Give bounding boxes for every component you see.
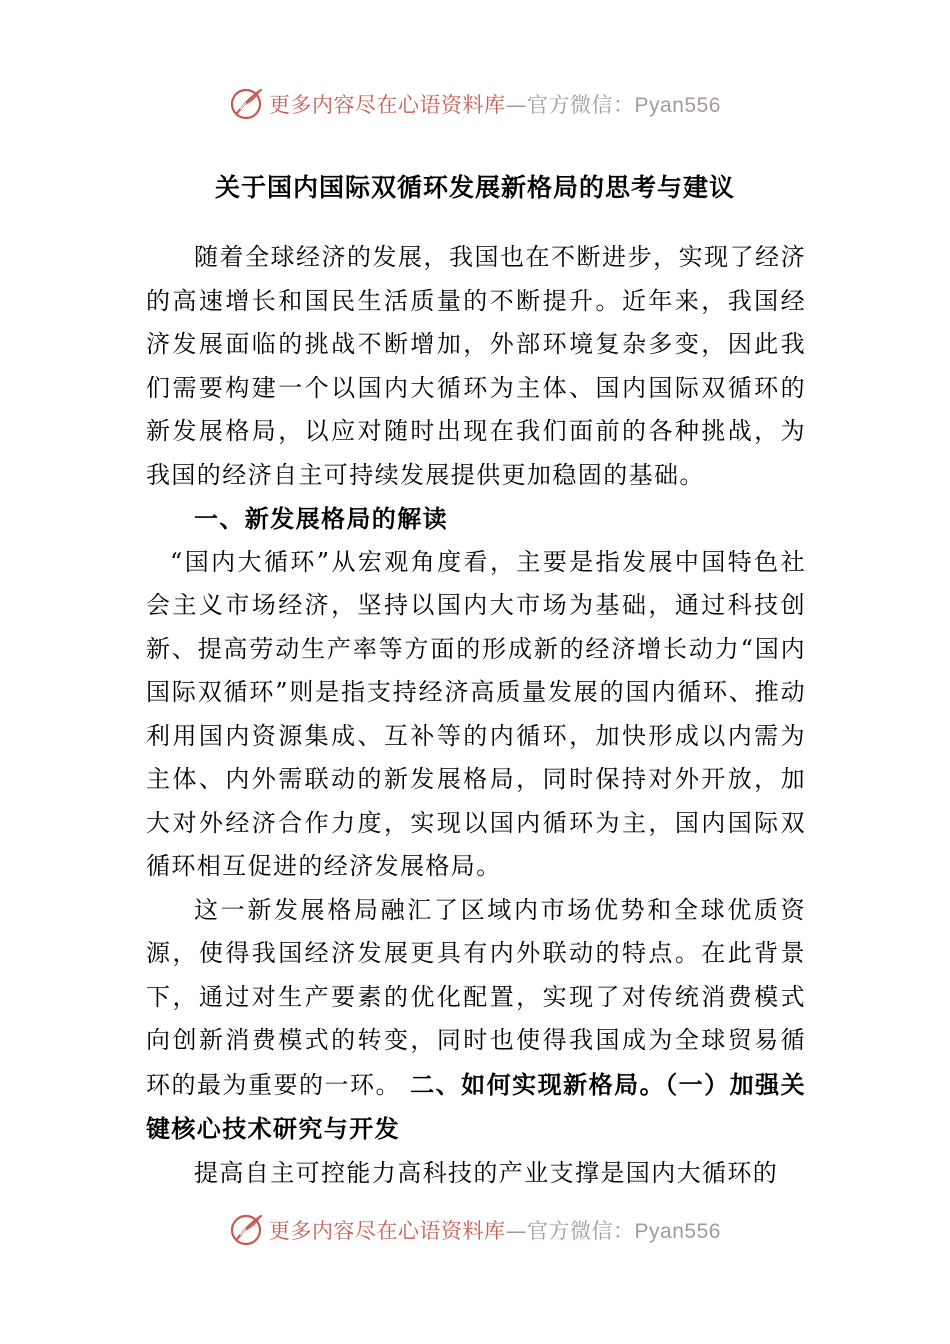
footer-watermark bbox=[0, 1208, 950, 1252]
watermark-wechat-id: Pyan556 bbox=[634, 94, 721, 117]
watermark-wechat-label: 官方微信： bbox=[527, 1219, 635, 1243]
paragraph-feature-text: 这一新发展格局融汇了区域内市场优势和全球优质资源，使得我国经济发展更具有内外联动的特点。在此背景下，通过对生产要素的优化配置，实现了对传统消费模式向创新消费模式的转变，同时也使得我国成为全球贸易循环的最为重要的一环。 bbox=[146, 895, 806, 1099]
section-heading-2: 二、如何实现新格局。（一）加强关键核心技术研究与开发 bbox=[146, 1069, 807, 1143]
watermark-separator: — bbox=[505, 93, 528, 117]
paragraph-tech: 提高自主可控能力高科技的产业支撑是国内大循环的 bbox=[194, 1158, 779, 1187]
watermark-main-text: 更多内容尽在心语资料库 bbox=[269, 93, 506, 117]
watermark-text bbox=[269, 89, 721, 119]
paragraph-feature bbox=[146, 889, 806, 1152]
document-body bbox=[146, 236, 806, 1195]
quill-logo-icon bbox=[229, 86, 265, 122]
section-heading-1: 一、新发展格局的解读 bbox=[194, 504, 448, 533]
watermark-main-text: 更多内容尽在心语资料库 bbox=[269, 1219, 506, 1243]
paragraph-intro: 随着全球经济的发展，我国也在不断进步，实现了经济的高速增长和国民生活质量的不断提升。近年来，我国经济发展面临的挑战不断增加，外部环境复杂多变，因此我们需要构建一个以国内大循环为主体、国内国际双循环的新发展格局，以应对随时出现在我们面前的各种挑战，为我国的经济自主可持续发展提供更加稳固的基础。 bbox=[146, 243, 806, 489]
quill-logo-icon bbox=[229, 1212, 265, 1248]
watermark-wechat-label: 官方微信： bbox=[527, 93, 635, 117]
watermark-text bbox=[269, 1215, 721, 1245]
header-watermark bbox=[0, 82, 950, 126]
paragraph-interpretation: “国内大循环”从宏观角度看，主要是指发展中国特色社会主义市场经济，坚持以国内大市场为基础，通过科技创新、提高劳动生产率等方面的形成新的经济增长动力“国内国际双循环”则是指支持经济高质量发展的国内循环、推动利用国内资源集成、互补等的内循环，加快形成以内需为主体、内外需联动的新发展格局，同时保持对外开放，加大对外经济合作力度，实现以国内循环为主，国内国际双循环相互促进的经济发展格局。 bbox=[146, 547, 806, 880]
watermark-wechat-id: Pyan556 bbox=[634, 1220, 721, 1243]
watermark-separator: — bbox=[505, 1219, 528, 1243]
document-title: 关于国内国际双循环发展新格局的思考与建议 bbox=[214, 173, 735, 202]
